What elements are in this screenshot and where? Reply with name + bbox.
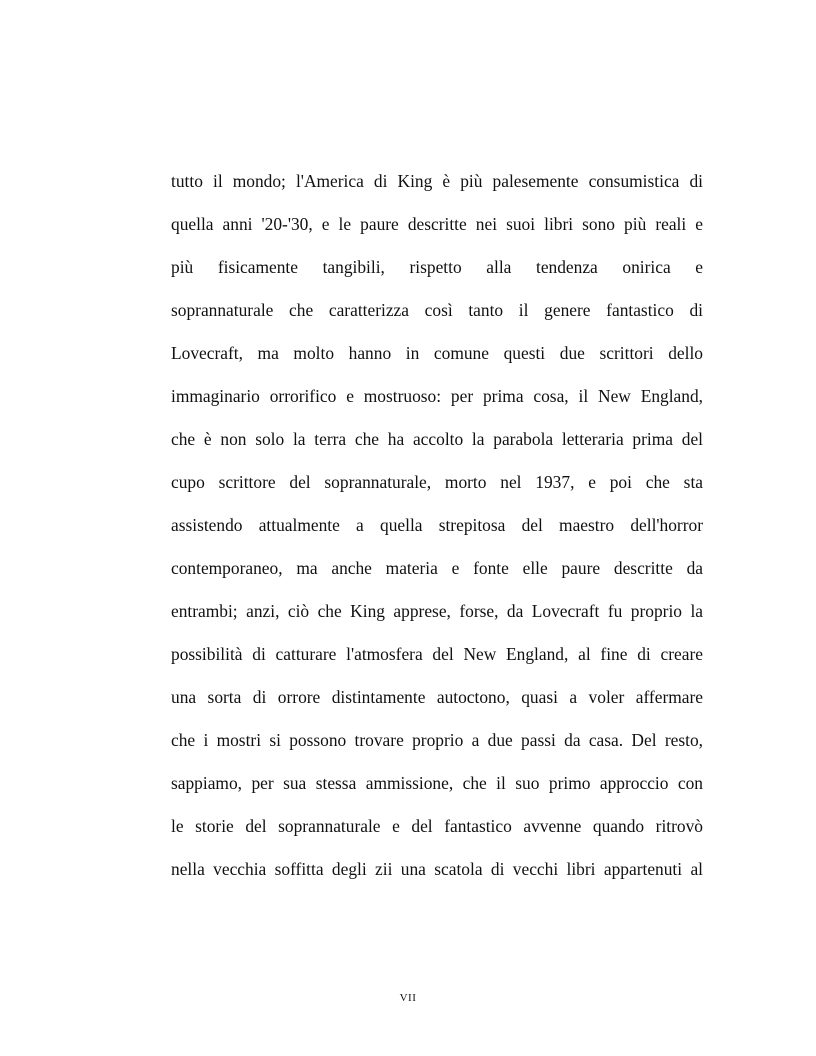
text-line: che i mostri si possono trovare proprio a due passi da casa. Del resto,	[171, 730, 703, 750]
text-line: quella anni '20-'30, e le paure descritte nei suoi libri sono più reali e	[171, 214, 703, 234]
text-line: nella vecchia soffitta degli zii una scatola di vecchi libri appartenuti al	[171, 859, 703, 879]
page-number: VII	[399, 992, 417, 1004]
text-line: contemporaneo, ma anche materia e fonte elle paure descritte da	[171, 558, 703, 578]
text-line: assistendo attualmente a quella strepitosa del maestro dell'horror	[171, 515, 703, 535]
text-line: immaginario orrorifico e mostruoso: per prima cosa, il New England,	[171, 386, 703, 406]
text-line: le storie del soprannaturale e del fantastico avvenne quando ritrovò	[171, 816, 703, 836]
text-line: Lovecraft, ma molto hanno in comune questi due scrittori dello	[171, 343, 703, 363]
text-line: tutto il mondo; l'America di King è più palesemente consumistica di	[171, 171, 703, 191]
text-line: possibilità di catturare l'atmosfera del New England, al fine di creare	[171, 644, 703, 664]
text-line: sappiamo, per sua stessa ammissione, che il suo primo approccio con	[171, 773, 703, 793]
body-paragraph	[171, 163, 703, 894]
text-line: più fisicamente tangibili, rispetto alla tendenza onirica e	[171, 257, 703, 277]
text-line: entrambi; anzi, ciò che King apprese, forse, da Lovecraft fu proprio la	[171, 601, 703, 621]
text-line: che è non solo la terra che ha accolto la parabola letteraria prima del	[171, 429, 703, 449]
text-line: soprannaturale che caratterizza così tanto il genere fantastico di	[171, 300, 703, 320]
text-line: una sorta di orrore distintamente autoctono, quasi a voler affermare	[171, 687, 703, 707]
text-line: cupo scrittore del soprannaturale, morto nel 1937, e poi che sta	[171, 472, 703, 492]
